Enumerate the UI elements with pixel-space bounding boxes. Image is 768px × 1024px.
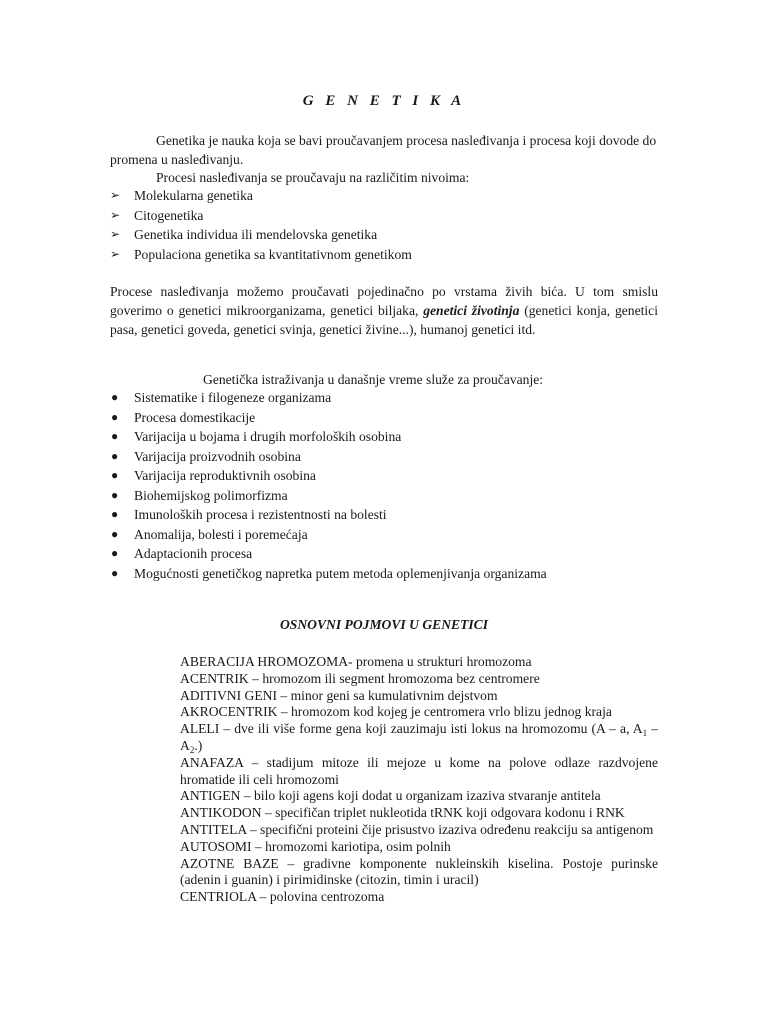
glossary-entry: ANTITELA – specifični proteini čije prisustvo izaziva određenu reakciju sa antigenom — [180, 821, 654, 837]
glossary-entry: ANTIGEN – bilo koji agens koji dodat u organizam izaziva stvaranje antitela — [180, 788, 601, 804]
list-item: ➢ Genetika individua ili mendelovska genetika — [110, 225, 670, 245]
bullet-icon: ● — [111, 409, 119, 424]
bullet-icon: ● — [111, 565, 119, 580]
levels-intro: Procesi nasleđivanja se proučavaju na različitim nivoima: — [156, 170, 470, 185]
glossary-entry: CENTRIOLA – polovina centrozoma — [180, 889, 385, 905]
list-item: ➢ Citogenetika — [110, 206, 670, 226]
list-item: ● Mogućnosti genetičkog napretka putem metoda oplemenjivanja organizama — [110, 564, 670, 584]
emphasis-text: genetici životinja — [423, 303, 520, 318]
list-item: ● Adaptacionih procesa — [110, 544, 670, 564]
bullet-icon: ● — [111, 468, 119, 482]
research-intro: Genetička istraživanja u današnje vreme služe za proučavanje: — [203, 372, 544, 387]
intro-paragraph: Genetika je nauka koja se bavi proučavanjem procesa nasleđivanja i procesa koji dovode do promena u nasleđivanju. — [110, 133, 657, 167]
glossary-entry: ACENTRIK – hromozom ili segment hromozoma bez centromere — [180, 670, 540, 686]
list-item: ➢ Populaciona genetika sa kvantitativnom genetikom — [110, 245, 670, 265]
glossary — [180, 654, 658, 906]
research-list — [110, 388, 670, 583]
arrow-bullet-icon: ➢ — [110, 188, 121, 202]
list-item: ● Biohemijskog polimorfizma — [110, 486, 670, 506]
bullet-icon: ● — [111, 546, 119, 560]
species-paragraph: Procese nasleđivanja možemo proučavati pojedinačno po vrstama živih bića. U tom smislu goverimo o genetici mikroorganizama, genetici biljaka, genetici životinja (genetici konja, genetici pasa, genetici goveda, genetici svinja, genetici živine...), humanoj genetici itd. — [110, 284, 658, 337]
bullet-icon: ● — [111, 507, 119, 521]
arrow-bullet-icon: ➢ — [110, 207, 121, 222]
glossary-entry: AUTOSOMI – hromozomi kariotipa, osim polnih — [180, 838, 451, 854]
list-item: ● Sistematike i filogeneze organizama — [110, 388, 670, 408]
bullet-icon: ● — [111, 487, 119, 502]
list-item: ● Procesa domestikacije — [110, 408, 670, 428]
bullet-icon: ● — [111, 526, 119, 541]
bullet-icon: ● — [111, 429, 119, 443]
list-item: ● Varijacija reproduktivnih osobina — [110, 466, 670, 486]
section-subtitle: OSNOVNI POJMOVI U GENETICI — [279, 617, 489, 632]
glossary-entry: ADITIVNI GENI – minor geni sa kumulativnim dejstvom — [180, 687, 498, 703]
bullet-icon: ● — [111, 390, 119, 404]
glossary-entry: ANTIKODON – specifičan triplet nukleotida tRNK koji odgovara kodonu i RNK — [180, 805, 625, 821]
document-title: G E N E T I K A — [302, 93, 466, 109]
glossary-entry: ANAFAZA – stadijum mitoze ili mejoze u kome na polove odlaze razdvojene hromatide ili celi hromozomi — [180, 754, 658, 787]
glossary-entry: ABERACIJA HROMOZOMA- promena u strukturi hromozoma — [180, 654, 532, 669]
bullet-icon: ● — [111, 448, 119, 463]
levels-list — [110, 186, 670, 264]
glossary-entry: ALELI – dve ili više forme gena koji zauzimaju isti lokus na hromozomu (A – a, $A_1 - A_2$.) — [180, 721, 658, 755]
arrow-bullet-icon: ➢ — [110, 246, 121, 261]
list-item: ● Varijacija u bojama i drugih morfoloških osobina — [110, 427, 670, 447]
list-item: ➢ Molekularna genetika — [110, 186, 670, 206]
glossary-entry: AKROCENTRIK – hromozom kod kojeg je centromera vrlo blizu jednog kraja — [180, 704, 612, 720]
list-item: ● Anomalija, bolesti i poremećaja — [110, 525, 670, 545]
arrow-bullet-icon: ➢ — [110, 227, 121, 242]
list-item: ● Imunoloških procesa i rezistentnosti na bolesti — [110, 505, 670, 525]
glossary-entry: AZOTNE BAZE – gradivne komponente nukleinskih kiselina. Postoje purinske (adenin i guanin) i pirimidinske (citozin, timin i uracil) — [180, 855, 658, 888]
list-item: ● Varijacija proizvodnih osobina — [110, 447, 670, 467]
